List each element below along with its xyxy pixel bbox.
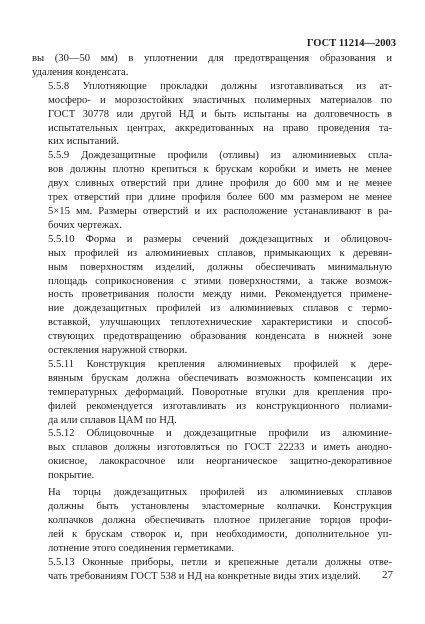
text-line: 5.5.9 Дождезащитные профили (отливы) из алюминиевых спла- [48, 150, 392, 162]
document-body [32, 52, 392, 583]
paragraph-p3 [32, 233, 392, 358]
text-line: покрытие. [48, 470, 95, 482]
text-line: лотнение этого соединения герметиками. [48, 542, 234, 554]
text-line: ность проветривания полости между ними. Рекомендуется примене- [48, 289, 392, 301]
paragraph-p5 [32, 427, 392, 483]
text-line: филей рекомендуется изготавливать из конструкционного полиами- [48, 400, 392, 412]
paragraph-p2 [32, 149, 392, 232]
paragraph-p4 [32, 358, 392, 428]
text-line: лей к брускам створок и, при необходимости, дополнительное уп- [48, 528, 392, 540]
text-line: трех отверстий при длине профиля более 600 мм размером не менее [48, 192, 392, 204]
text-line: вянным брускам должна обеспечивать возможность компенсации их [48, 372, 392, 384]
text-line: должны быть установлены эластомерные колпачки. Конструкция [48, 501, 392, 512]
text-line: температурных деформаций. Поворотные втулки для крепления про- [48, 386, 392, 398]
text-line: мосферо- и морозостойких эластичных полимерных материалов по [48, 94, 392, 106]
text-line: 5×15 мм. Размеры отверстий и их расположение устанавливают в ра- [48, 205, 392, 217]
standard-header: ГОСТ 11214—2003 [306, 38, 396, 49]
text-line: 5.5.11 Конструкция крепления алюминиевых профилей к дере- [48, 358, 392, 370]
text-line: 5.5.13 Оконные приборы, петли и крепежные детали должны отве- [48, 556, 392, 568]
paragraph-p7 [32, 556, 392, 584]
text-line: ных профилей из алюминиевых сплавов, примыкающих к деревян- [48, 247, 392, 259]
text-line: колпачков должна обеспечивать плотное прилегание торцов профи- [48, 514, 392, 526]
text-line: двух сливных отверстий при длине профиля до 600 мм и не менее [48, 178, 392, 190]
text-line: вых сплавов должны изготовляться по ГОСТ 22233 и иметь анодно- [48, 442, 392, 454]
text-line: ствующих предотвращению образования конденсата в нижней зоне [48, 331, 392, 343]
paragraph-p1 [32, 80, 392, 150]
text-line: да или сплавов ЦАМ по НД. [48, 414, 177, 426]
text-line: остекления наружной створки. [48, 345, 188, 357]
text-line: вов должны плотно крепиться к брускам коробки и иметь не менее [48, 164, 392, 176]
text-line: 5.5.12 Облицовочные и дождезащитные профили из алюминие- [48, 428, 392, 440]
text-line: ние дождезащитных профилей из алюминиевых сплавов с термо- [48, 303, 392, 315]
text-line: 5.5.10 Форма и размеры сечений дождезащитных и облицовоч- [48, 233, 392, 245]
text-line: площадь соприкосновения с этими поверхностями, а также возмож- [48, 275, 392, 287]
text-line: ным поверхностям изделий, должны обеспечивать минимальную [48, 261, 392, 273]
text-line: вставкой, улучшающих теплотехнические характеристики и способ- [48, 317, 392, 329]
text-line: бочих чертежах. [48, 219, 122, 231]
text-line: удаления конденсата. [32, 66, 129, 78]
paragraph-p0 [32, 52, 392, 80]
text-line: ГОСТ 30778 или другой НД и быть испытаны на долговечность в [48, 108, 392, 120]
paragraph-p6 [32, 486, 392, 556]
text-line: вы (30—50 мм) в уплотнении для предотвращения образования и [32, 53, 392, 64]
text-line: ких испытаний. [48, 136, 120, 148]
text-line: 5.5.8 Уплотняющие прокладки должны изготавливаться из ат- [48, 80, 392, 92]
text-line: На торцы дождезащитных профилей из алюминиевых сплавов [48, 487, 392, 499]
page-number: 27 [382, 569, 393, 581]
text-line: чать требованиям ГОСТ 538 и НД на конкретные виды этих изделий. [48, 570, 361, 582]
text-line: окисное, лакокрасочное или неорганическое защитно-декоративное [48, 456, 392, 468]
text-line: испытательных центрах, аккредитованных на право проведения та- [48, 122, 392, 134]
